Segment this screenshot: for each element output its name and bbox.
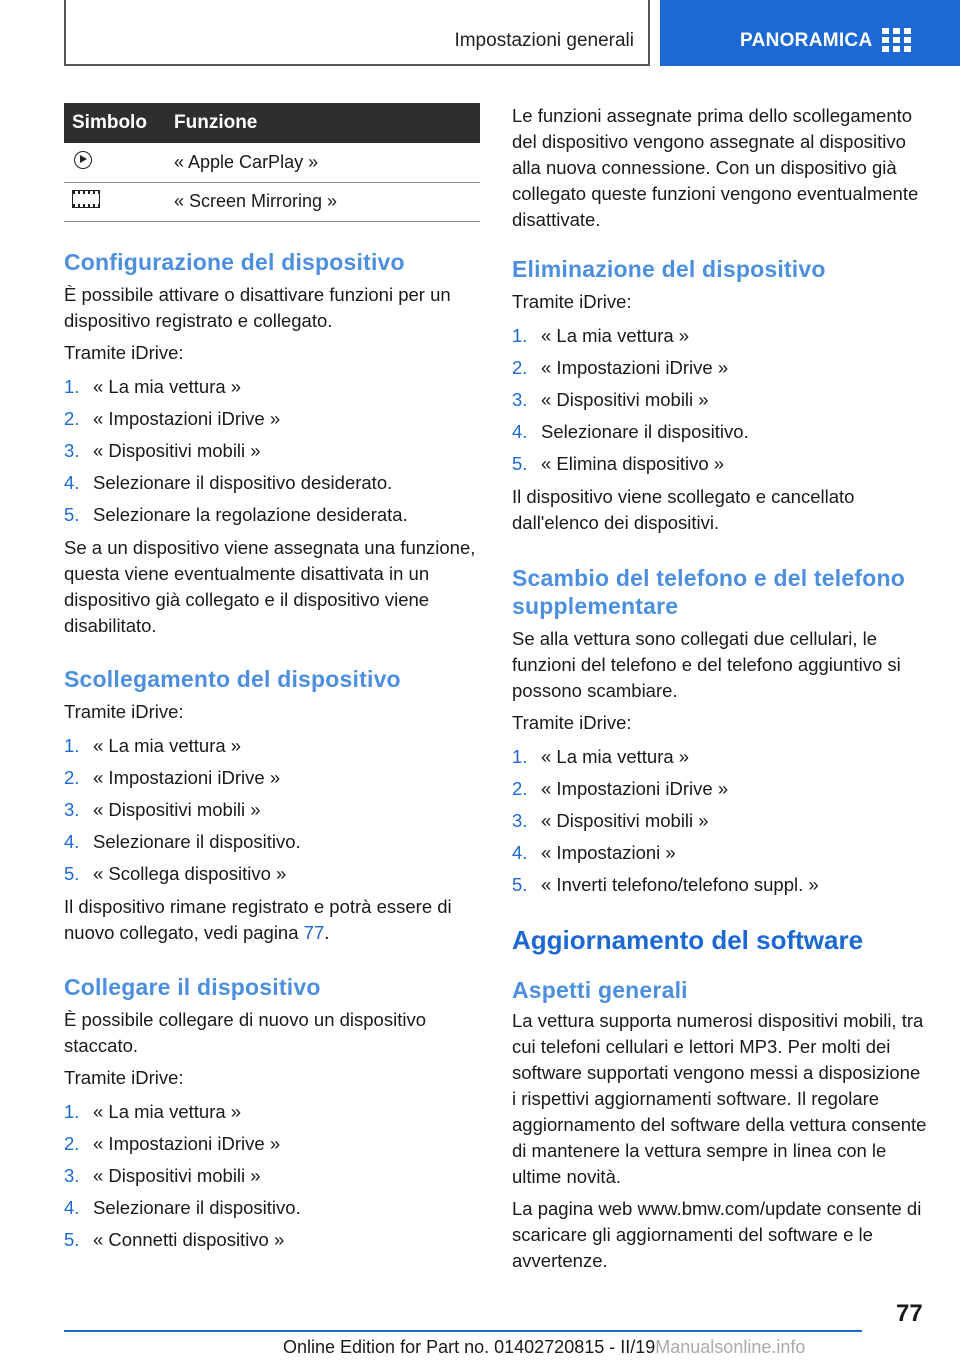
steps-list xyxy=(64,1096,480,1256)
section-connect xyxy=(64,973,480,1256)
list-item: 3. « Dispositivi mobili » xyxy=(64,440,261,461)
grid-icon xyxy=(882,28,912,52)
play-circle-icon xyxy=(74,151,92,169)
list-item: 1. « La mia vettura » xyxy=(512,325,690,346)
continued-text xyxy=(512,103,928,233)
list-item: 4. Selezionare il dispositivo. xyxy=(64,831,301,852)
section-heading: Collegare il dispositivo xyxy=(64,974,321,1000)
paragraph: Il dispositivo rimane registrato e potrà essere di nuovo collegato, vedi pagina 77. xyxy=(64,896,452,943)
list-item: 3. « Dispositivi mobili » xyxy=(512,389,709,410)
steps-list xyxy=(64,730,480,890)
list-item: 2. « Impostazioni iDrive » xyxy=(512,778,729,799)
via-idrive-label: Tramite iDrive: xyxy=(64,701,184,722)
list-item: 5. « Connetti dispositivo » xyxy=(64,1229,285,1250)
list-item: 4. Selezionare il dispositivo desiderato. xyxy=(64,472,393,493)
watermark: Manualsonline.info xyxy=(655,1337,806,1357)
section-swap xyxy=(512,564,928,901)
list-item: 3. « Dispositivi mobili » xyxy=(64,799,261,820)
paragraph: La pagina web www.bmw.com/update consente di scaricare gli aggiornamenti del software e le avvertenze. xyxy=(512,1198,922,1271)
table-row xyxy=(64,143,480,182)
paragraph: La vettura supporta numerosi dispositivi mobili, tra cui telefoni cellulari e lettori MP3. Per molti dei software supportati vengono messi a disposizione i rispettivi aggiornamenti software. Il regolare aggiornamento del software della vettura consente di mantenere la vettura sempre in linea con le ultime novità. xyxy=(512,1010,927,1187)
section-heading: Aspetti generali xyxy=(512,977,688,1003)
chapter-heading: Aggiornamento del software xyxy=(512,925,864,955)
paragraph: Se alla vettura sono collegati due cellulari, le funzioni del telefono e del telefono aggiuntivo si possono scambiare. xyxy=(512,628,901,701)
section-heading: Configurazione del dispositivo xyxy=(64,249,405,275)
screen-mirroring-icon xyxy=(72,190,100,208)
list-item: 1. « La mia vettura » xyxy=(64,735,242,756)
steps-list xyxy=(512,741,928,901)
section-config xyxy=(64,248,480,639)
section-delete xyxy=(512,255,928,536)
function-cell: « Screen Mirroring » xyxy=(174,182,480,221)
paragraph: Se a un dispositivo viene assegnata una funzione, questa viene eventualmente disattivata in un dispositivo già collegato e il dispositivo viene disabilitato. xyxy=(64,537,476,636)
symbol-table xyxy=(64,103,480,222)
paragraph: È possibile collegare di nuovo un dispositivo staccato. xyxy=(64,1009,426,1056)
section-heading: Eliminazione del dispositivo xyxy=(512,256,826,282)
list-item: 5. « Scollega dispositivo » xyxy=(64,863,287,884)
table-header-row xyxy=(64,103,480,143)
overview-tab-label: PANORAMICA xyxy=(740,30,873,51)
page-link[interactable]: 77 xyxy=(303,922,325,943)
function-cell: « Apple CarPlay » xyxy=(174,143,480,182)
section-update xyxy=(512,924,928,1274)
section-title: Impostazioni generali xyxy=(454,30,634,51)
page-number: 77 xyxy=(896,1300,923,1327)
section-title-box xyxy=(64,0,650,66)
list-item: 4. Selezionare il dispositivo. xyxy=(64,1197,301,1218)
via-idrive-label: Tramite iDrive: xyxy=(64,342,184,363)
list-item: 5. Selezionare la regolazione desiderata. xyxy=(64,504,408,525)
list-item: 1. « La mia vettura » xyxy=(512,746,690,767)
paragraph: È possibile attivare o disattivare funzioni per un dispositivo registrato e collegato. xyxy=(64,284,451,331)
col-symbol-header: Simbolo xyxy=(64,103,174,143)
list-item: 5. « Elimina dispositivo » xyxy=(512,453,725,474)
list-item: 2. « Impostazioni iDrive » xyxy=(64,1133,281,1154)
list-item: 4. Selezionare il dispositivo. xyxy=(512,421,749,442)
list-item: 3. « Dispositivi mobili » xyxy=(512,810,709,831)
paragraph: Le funzioni assegnate prima dello scollegamento del dispositivo vengono assegnate al dispositivo alla nuova connessione. Con un dispositivo già collegato queste funzioni vengono eventualmente disattivate. xyxy=(512,105,919,230)
overview-tab[interactable] xyxy=(660,0,960,66)
list-item: 5. « Inverti telefono/telefono suppl. » xyxy=(512,874,819,895)
paragraph: Il dispositivo viene scollegato e cancellato dall'elenco dei dispositivi. xyxy=(512,486,855,533)
via-idrive-label: Tramite iDrive: xyxy=(512,712,632,733)
list-item: 3. « Dispositivi mobili » xyxy=(64,1165,261,1186)
steps-list xyxy=(64,371,480,531)
section-disconnect xyxy=(64,665,480,946)
col-function-header: Funzione xyxy=(174,103,480,143)
via-idrive-label: Tramite iDrive: xyxy=(64,1067,184,1088)
list-item: 1. « La mia vettura » xyxy=(64,1101,242,1122)
section-heading: Scollegamento del dispositivo xyxy=(64,666,401,692)
table-row xyxy=(64,182,480,221)
list-item: 2. « Impostazioni iDrive » xyxy=(64,408,281,429)
list-item: 4. « Impostazioni » xyxy=(512,842,676,863)
footer-edition: Online Edition for Part no. 01402720815 - II/19Manualsonline.info xyxy=(283,1337,806,1357)
list-item: 2. « Impostazioni iDrive » xyxy=(512,357,729,378)
list-item: 2. « Impostazioni iDrive » xyxy=(64,767,281,788)
section-heading: Scambio del telefono e del telefono supplementare xyxy=(512,565,905,619)
via-idrive-label: Tramite iDrive: xyxy=(512,291,632,312)
list-item: 1. « La mia vettura » xyxy=(64,376,242,397)
footer-divider xyxy=(64,1330,862,1332)
page-header xyxy=(0,0,960,68)
steps-list xyxy=(512,320,928,480)
